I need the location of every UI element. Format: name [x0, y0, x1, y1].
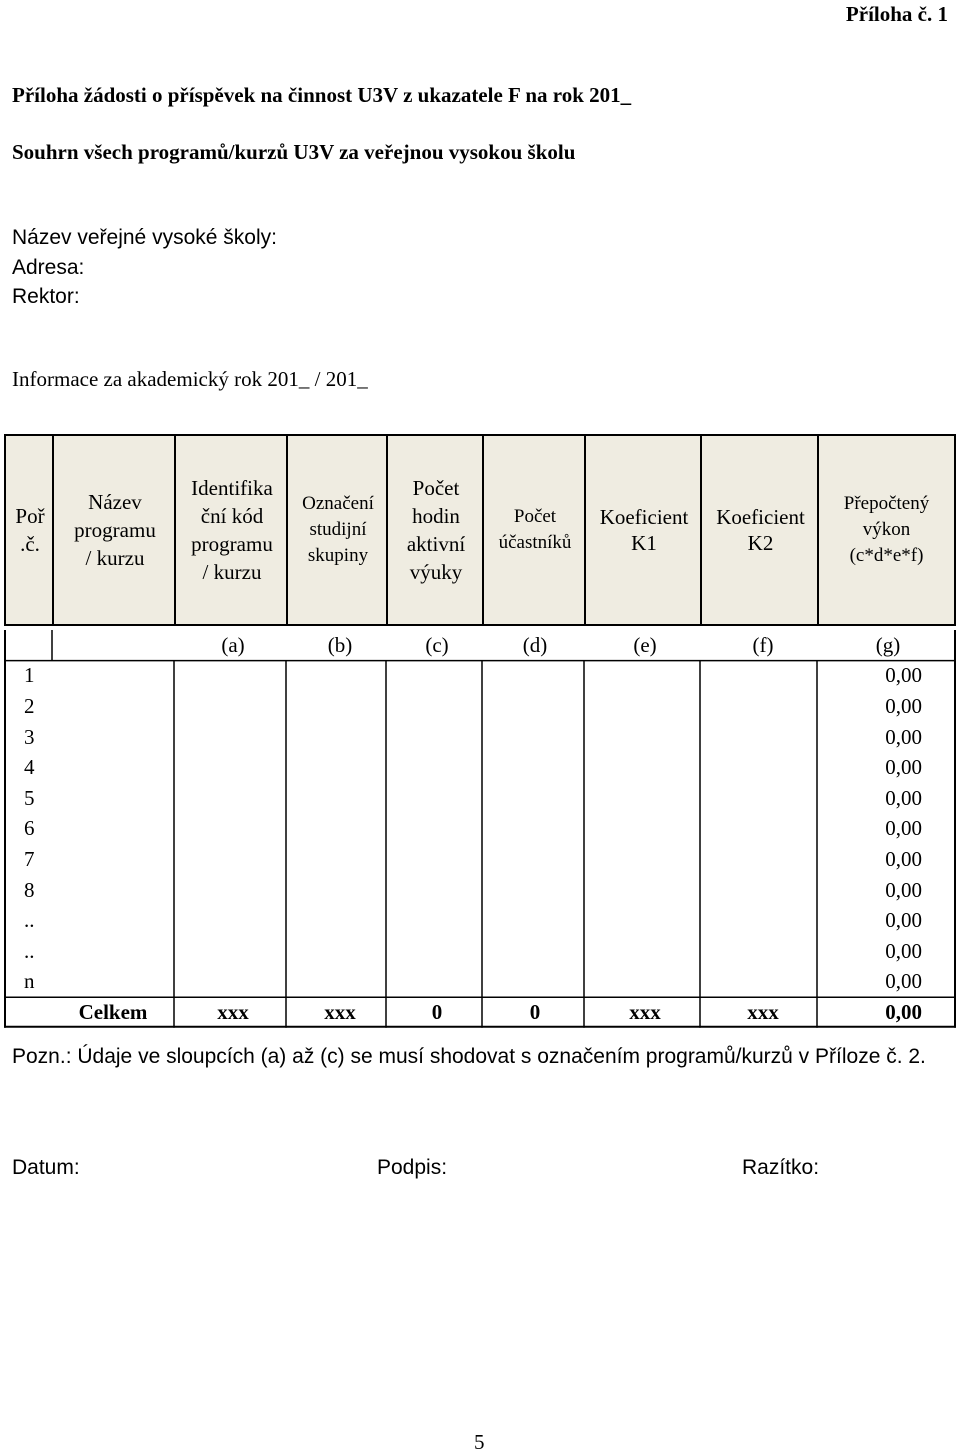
header-cell-line: ční kód [200, 504, 264, 528]
header-cell-line: Označení [302, 493, 374, 514]
table-row [4, 967, 956, 998]
table-row [4, 844, 956, 875]
page-subtitle: Souhrn všech programů/kurzů U3V za veřejnou vysokou školu [12, 140, 576, 164]
header-cell-line: Přepočtený [843, 493, 930, 514]
date-label: Datum: [12, 1156, 80, 1179]
total-row [4, 997, 956, 1028]
total-value: 0,00 [885, 999, 922, 1024]
header-cell [4, 434, 54, 626]
row-value: 0,00 [885, 724, 922, 749]
note: Pozn.: Údaje ve sloupcích (a) až (c) se musí shodovat s označením programů/kurzů v Příloze č. 2. [12, 1045, 926, 1068]
row-value: 0,00 [885, 846, 922, 871]
header-cell-line: Koeficient [716, 505, 805, 529]
header-cell-line: hodin [412, 504, 460, 528]
column-letter: (b) [327, 632, 353, 657]
column-letter: (f) [752, 632, 774, 657]
header-cell [52, 434, 176, 626]
table-row [4, 722, 956, 753]
header-cell-line: studijní [309, 519, 367, 540]
table-header [4, 434, 956, 628]
row-value: 0,00 [885, 816, 922, 841]
row-value: 0,00 [885, 785, 922, 810]
header-cell-line: (c*d*e*f) [849, 545, 924, 566]
total-value: xxx [324, 999, 356, 1024]
data-table [4, 630, 956, 1028]
column-letter: (e) [633, 632, 657, 657]
header-cell-line: skupiny [307, 545, 369, 566]
column-letters-row [4, 630, 956, 661]
page-number: 5 [474, 1430, 485, 1454]
row-number: .. [24, 908, 35, 933]
table-row [4, 783, 956, 814]
row-value: 0,00 [885, 663, 922, 688]
total-label: Celkem [78, 999, 148, 1024]
header-cell-line: Počet [412, 476, 460, 500]
row-value: 0,00 [885, 969, 922, 994]
address-label: Adresa: [12, 256, 85, 279]
rector-label: Rektor: [12, 285, 80, 308]
row-number: .. [24, 938, 35, 963]
table-row [4, 814, 956, 845]
total-value: xxx [217, 999, 249, 1024]
row-number: n [24, 969, 35, 994]
table-row [4, 661, 956, 692]
column-letter: (c) [425, 632, 449, 657]
school-name-label: Název veřejné vysoké školy: [12, 226, 277, 249]
row-value: 0,00 [885, 908, 922, 933]
header-cell [386, 434, 484, 626]
table-row [4, 936, 956, 967]
stamp-label: Razítko: [742, 1156, 820, 1179]
header-cell [286, 434, 388, 626]
header-cell-line: / kurzu [202, 560, 262, 584]
column-letter: (g) [875, 632, 901, 657]
header-cell-line: Poř [15, 504, 45, 528]
header-cell-line: Koeficient [599, 505, 689, 529]
column-letter: (d) [522, 632, 548, 657]
header-cell [700, 434, 819, 626]
signature-label: Podpis: [377, 1156, 448, 1179]
table-row [4, 691, 956, 722]
header-cell-line: K1 [631, 531, 657, 555]
header-cell-line: výuky [409, 560, 463, 584]
total-value: xxx [629, 999, 661, 1024]
table-row [4, 752, 956, 783]
header-cell-line: Název [88, 490, 142, 514]
row-number: 5 [24, 785, 35, 810]
header-cell [584, 434, 702, 626]
total-value: xxx [747, 999, 779, 1024]
table-row [4, 905, 956, 936]
column-letter: (a) [221, 632, 245, 657]
total-value: 0 [431, 999, 443, 1024]
header-cell-line: programu [74, 518, 156, 542]
row-number: 7 [24, 846, 35, 871]
attachment-label: Příloha č. 1 [845, 2, 948, 26]
row-number: 4 [24, 755, 35, 780]
header-cell-line: K2 [747, 531, 774, 555]
header-cell [174, 434, 288, 626]
row-value: 0,00 [885, 877, 922, 902]
row-value: 0,00 [885, 755, 922, 780]
row-number: 2 [24, 693, 35, 718]
row-number: 1 [24, 663, 35, 688]
header-cell-line: .č. [20, 532, 40, 556]
total-value: 0 [529, 999, 541, 1024]
row-value: 0,00 [885, 938, 922, 963]
row-value: 0,00 [885, 693, 922, 718]
header-cell-line: výkon [862, 519, 911, 540]
header-cell [817, 434, 956, 626]
row-number: 3 [24, 724, 35, 749]
header-cell-line: Počet [513, 506, 557, 527]
row-number: 8 [24, 877, 35, 902]
table-row [4, 875, 956, 906]
row-number: 6 [24, 816, 35, 841]
header-cell-line: účastníků [498, 532, 572, 553]
header-cell-line: aktivní [406, 532, 466, 556]
header-cell-line: programu [191, 532, 273, 556]
header-cell-line: / kurzu [85, 546, 145, 570]
academic-year-label: Informace za akademický rok 201_ / 201_ [12, 367, 368, 391]
header-cell-line: Identifika [191, 476, 273, 500]
page-title: Příloha žádosti o příspěvek na činnost U3V z ukazatele F na rok 201_ [12, 83, 632, 107]
header-cell [482, 434, 586, 626]
